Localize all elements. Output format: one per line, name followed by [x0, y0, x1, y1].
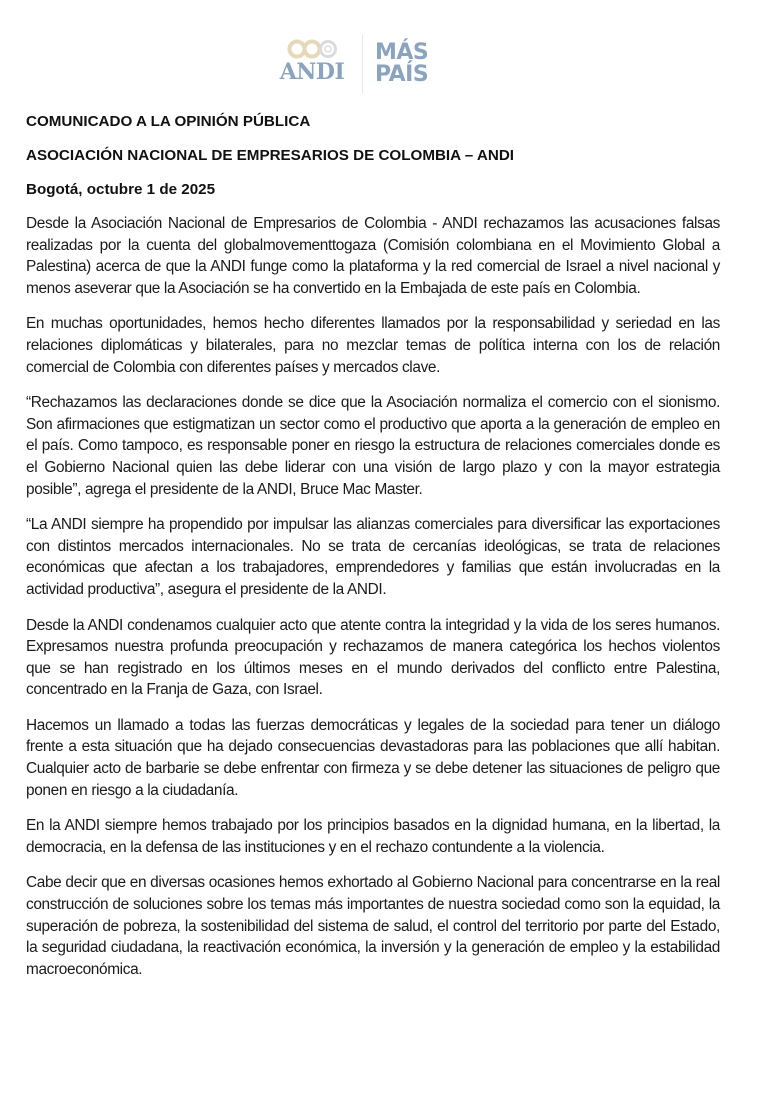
andi-logo-text: ANDI — [279, 59, 345, 85]
andi-logo — [272, 35, 352, 93]
organization-name: ASOCIACIÓN NACIONAL DE EMPRESARIOS DE COLOMBIA – ANDI — [26, 147, 515, 164]
mas-pais-line-2: PAÍS — [375, 62, 429, 87]
mas-pais-line-1: MÁS — [375, 40, 429, 65]
paragraph-4-quote: “La ANDI siempre ha propendido por impulsar las alianzas comerciales para diversificar las exportaciones con distintos mercados internacionales. No se trata de cercanías ideológicas, se trata de relaciones económicas que afectan a los trabajadores, emprendedores y familias que están involucradas en la actividad productiva”, asegura el presidente de la ANDI. — [26, 516, 720, 598]
paragraph-6: Hacemos un llamado a todas las fuerzas democráticas y legales de la sociedad para tener un diálogo frente a esta situación que ha dejado consecuencias devastadoras para las poblaciones que allí habitan. Cualquier acto de barbarie se debe enfrentar con firmeza y se debe detener las situaciones de peligro que ponen en riesgo a la ciudadanía. — [26, 716, 720, 799]
paragraph-5: Desde la ANDI condenamos cualquier acto que atente contra la integridad y la vida de los seres humanos. Expresamos nuestra profunda preocupación y rechazamos de manera categórica los hechos violentos que se han registrado en los últimos meses en el mundo derivados del conflicto entre Palestina, concentrado en la Franja de Gaza, con Israel. — [26, 616, 720, 699]
document-title: COMUNICADO A LA OPINIÓN PÚBLICA — [26, 113, 311, 130]
paragraph-1: Desde la Asociación Nacional de Empresarios de Colombia - ANDI rechazamos las acusaciones falsas realizadas por la cuenta del globalmovementtogaza (Comisión colombiana en el Movimiento Global a Palestina) acerca de que la ANDI funge como la plataforma y la red comercial de Israel a nivel nacional y menos aseverar que la Asociación se ha convertido en la Embajada de este país en Colombia. — [26, 215, 720, 297]
logo-divider — [362, 35, 363, 93]
header-logo — [272, 34, 447, 94]
document-body — [26, 112, 720, 994]
mas-pais-logo — [375, 35, 428, 93]
paragraph-3-quote: “Rechazamos las declaraciones donde se dice que la Asociación normaliza el comercio con el sionismo. Son afirmaciones que estigmatizan un sector como el productivo que aporta a la generación de empleo en el país. Como tampoco, es responsable poner en riesgo la estructura de relaciones comerciales donde es el Gobierno Nacional quien las debe liderar con una visión de largo plazo y con la mayor estrategia posible”, agrega el presidente de la ANDI, Bruce Mac Master. — [26, 394, 720, 498]
paragraph-8: Cabe decir que en diversas ocasiones hemos exhortado al Gobierno Nacional para concentrarse en la real construcción de soluciones sobre los temas más importantes de nuestra sociedad como son la equidad, la superación de pobreza, la sostenibilidad del sistema de salud, el control del territorio por parte del Estado, la seguridad ciudadana, la reactivación económica, la inversión y la generación de empleo y la estabilidad macroeconómica. — [26, 874, 720, 978]
dateline: Bogotá, octubre 1 de 2025 — [26, 181, 216, 198]
paragraph-7: En la ANDI siempre hemos trabajado por los principios basados en la dignidad humana, en la libertad, la democracia, en la defensa de las instituciones y en el rechazo contundente a la violencia. — [26, 817, 720, 856]
paragraph-2: En muchas oportunidades, hemos hecho diferentes llamados por la responsabilidad y seriedad en las relaciones diplomáticas y bilaterales, para no mezclar temas de política interna con los de relación comercial de Colombia con diferentes países y mercados clave. — [26, 315, 720, 376]
andi-rings-icon — [284, 39, 344, 59]
